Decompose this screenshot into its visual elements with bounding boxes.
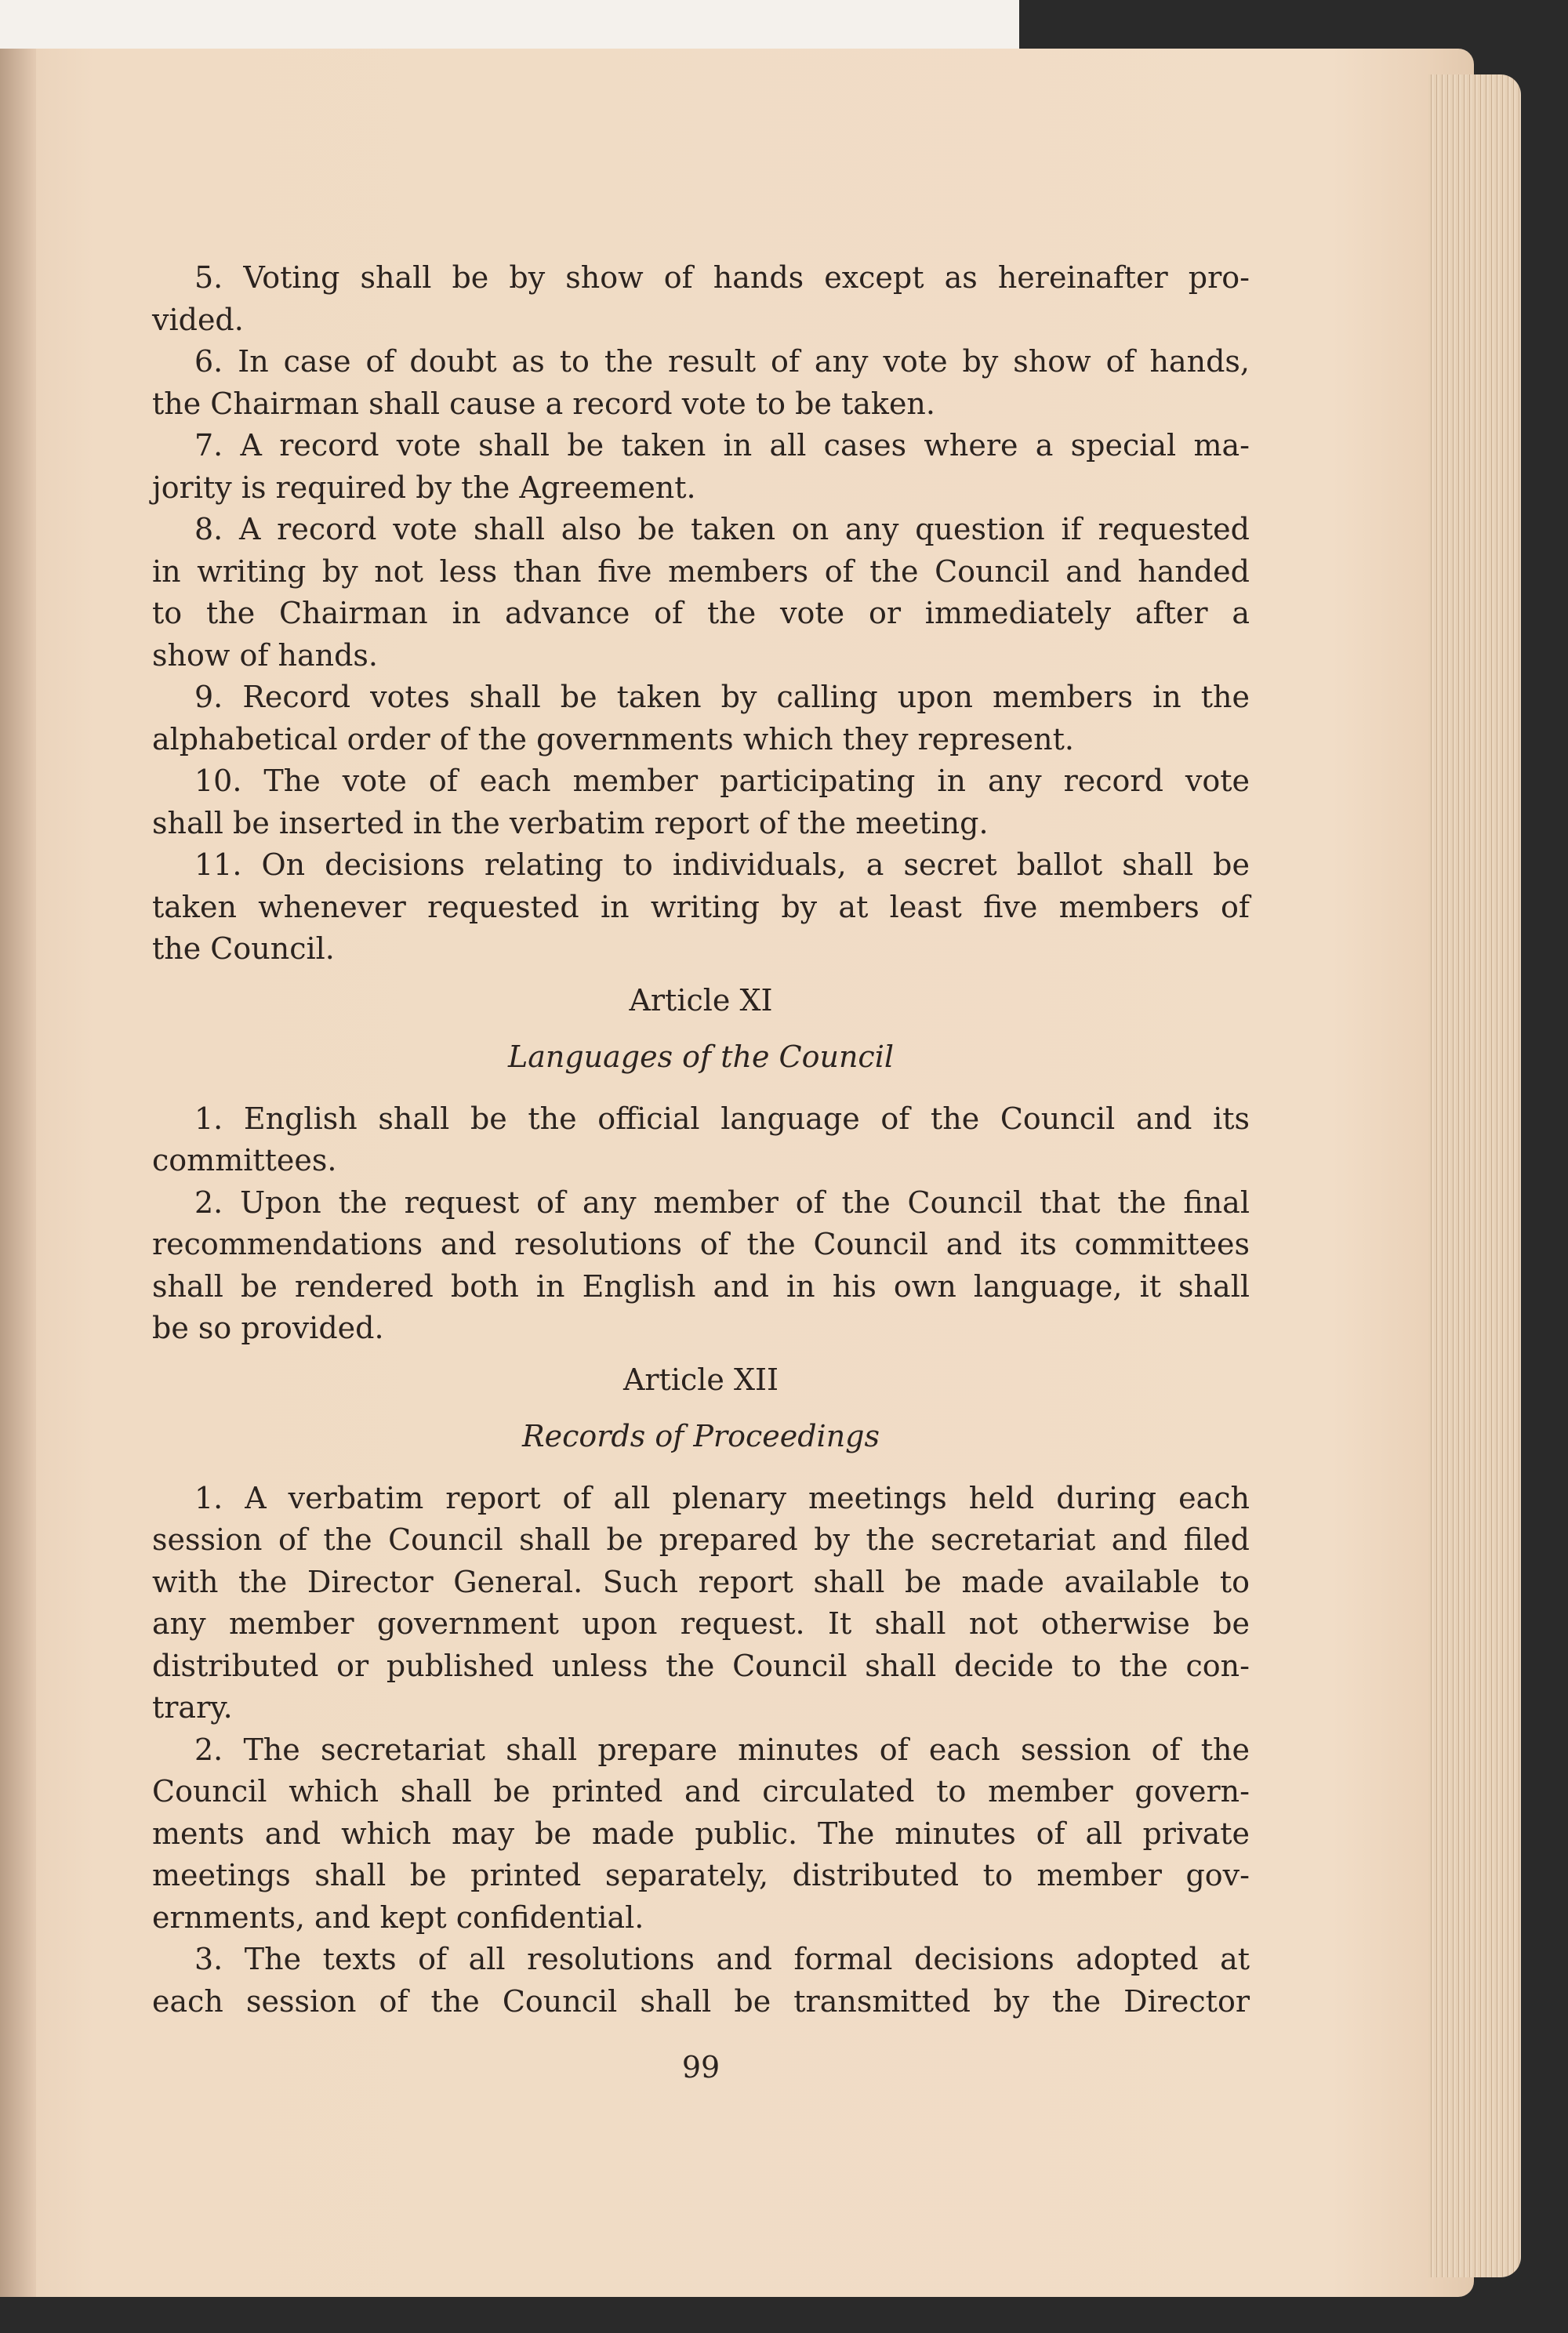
text-line: 3. The texts of all resolutions and formal decisions adopted at xyxy=(194,1942,1250,1976)
text-line: 9. Record votes shall be taken by calling upon members in the xyxy=(194,680,1250,714)
text-line: any member government upon request. It shall not otherwise be xyxy=(152,1606,1250,1641)
text-line: 11. On decisions relating to individuals, a secret ballot shall be xyxy=(194,847,1250,882)
article-heading: Article XII xyxy=(622,1362,779,1397)
scan-background-strip xyxy=(0,0,1019,50)
paragraph xyxy=(152,509,1250,677)
paragraph xyxy=(152,844,1250,971)
text-line: ments and which may be made public. The minutes of all private xyxy=(152,1816,1250,1851)
book-spine-shadow xyxy=(0,49,36,2297)
text-line: 2. Upon the request of any member of the Council that the final xyxy=(194,1185,1250,1220)
text-line: be so provided. xyxy=(152,1311,384,1345)
text-line: show of hands. xyxy=(152,637,378,673)
paragraph xyxy=(152,677,1250,760)
text-line: 7. A record vote shall be taken in all cases where a special ma- xyxy=(194,428,1250,463)
text-line: with the Director General. Such report shall be made available to xyxy=(152,1564,1250,1599)
text-line: jority is required by the Agreement. xyxy=(152,470,696,505)
text-line: in writing by not less than five members of the Council and handed xyxy=(152,553,1250,589)
text-line: recommendations and resolutions of the Council and its committees xyxy=(152,1227,1250,1261)
article-subtitle: Languages of the Council xyxy=(507,1040,895,1074)
paragraph xyxy=(152,760,1250,844)
text-line: 2. The secretariat shall prepare minutes of each session of the xyxy=(194,1732,1250,1767)
article-heading: Article XI xyxy=(629,982,773,1018)
text-line: Council which shall be printed and circulated to member govern- xyxy=(152,1774,1250,1809)
paragraph xyxy=(152,425,1250,509)
text-line: shall be inserted in the verbatim report of the meeting. xyxy=(152,805,989,840)
paragraph xyxy=(152,341,1250,425)
text-line: to the Chairman in advance of the vote or immediately after a xyxy=(152,596,1250,630)
text-line: trary. xyxy=(152,1690,233,1725)
text-line: vided. xyxy=(152,302,244,337)
page-number: 99 xyxy=(681,2050,720,2084)
text-line: 1. A verbatim report of all plenary meetings held during each xyxy=(194,1480,1250,1515)
text-line: taken whenever requested in writing by at least five members of xyxy=(152,889,1250,924)
paragraph xyxy=(152,257,1250,341)
text-line: 5. Voting shall be by show of hands except as hereinafter pro- xyxy=(194,260,1250,295)
paragraph xyxy=(152,1729,1250,1939)
text-line: meetings shall be printed separately, distributed to member gov- xyxy=(152,1858,1250,1892)
text-line: session of the Council shall be prepared by the secretariat and filed xyxy=(152,1522,1250,1557)
page-body xyxy=(152,257,1250,2089)
text-line: committees. xyxy=(152,1143,337,1177)
text-line: 10. The vote of each member participating in any record vote xyxy=(194,764,1250,798)
text-line: each session of the Council shall be transmitted by the Director xyxy=(152,1983,1250,2019)
paragraph xyxy=(152,1098,1250,1182)
text-line: the Chairman shall cause a record vote to be taken. xyxy=(152,386,935,421)
text-line: distributed or published unless the Council shall decide to the con- xyxy=(152,1648,1250,1683)
page-edges xyxy=(1428,74,1521,2277)
text-line: 8. A record vote shall also be taken on any question if requested xyxy=(194,512,1250,546)
text-line: alphabetical order of the governments which they represent. xyxy=(152,721,1074,757)
text-line: ernments, and kept confidential. xyxy=(152,1899,644,1935)
paragraph xyxy=(152,1182,1250,1350)
text-line: shall be rendered both in English and in his own language, it shall xyxy=(152,1268,1250,1304)
text-line: 1. English shall be the official language of the Council and its xyxy=(194,1101,1250,1136)
text-line: 6. In case of doubt as to the result of any vote by show of hands, xyxy=(194,344,1250,379)
article-subtitle: Records of Proceedings xyxy=(522,1419,880,1453)
paragraph xyxy=(152,1478,1250,1729)
text-line: the Council. xyxy=(152,931,335,966)
paragraph xyxy=(152,1939,1250,2023)
